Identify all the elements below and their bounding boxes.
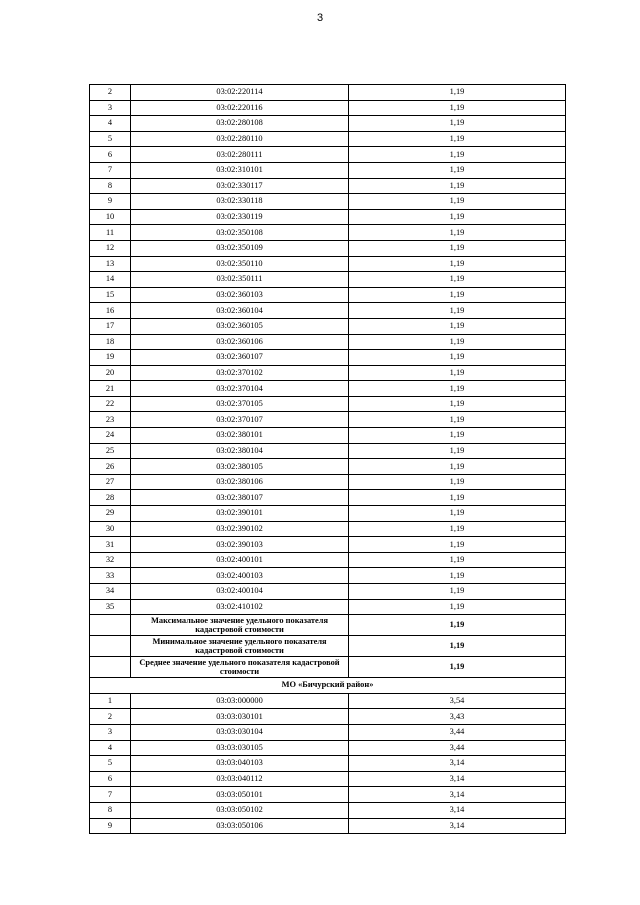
cadastral-code-cell: 03:03:030104 [131, 724, 349, 740]
value-cell: 1,19 [349, 459, 566, 475]
cadastral-code-cell: 03:03:050102 [131, 802, 349, 818]
row-number-cell: 11 [90, 225, 131, 241]
row-number-cell: 16 [90, 303, 131, 319]
table-row [90, 272, 566, 288]
cadastral-code-cell: 03:02:370105 [131, 396, 349, 412]
value-cell: 1,19 [349, 240, 566, 256]
table-row [90, 147, 566, 163]
summary-value-cell: 1,19 [349, 636, 566, 657]
cadastral-code-cell: 03:02:330119 [131, 209, 349, 225]
table-row [90, 709, 566, 725]
page-number: 3 [316, 12, 324, 24]
row-number-cell: 22 [90, 396, 131, 412]
row-number-cell: 14 [90, 272, 131, 288]
row-number-cell: 34 [90, 584, 131, 600]
table-row [90, 131, 566, 147]
summary-row [90, 657, 566, 678]
value-cell: 1,19 [349, 537, 566, 553]
cadastral-code-cell: 03:02:330118 [131, 194, 349, 210]
value-cell: 1,19 [349, 272, 566, 288]
value-cell: 1,19 [349, 147, 566, 163]
value-cell: 1,19 [349, 412, 566, 428]
value-cell: 1,19 [349, 350, 566, 366]
cadastral-code-cell: 03:02:330117 [131, 178, 349, 194]
row-number-cell: 8 [90, 178, 131, 194]
row-number-cell: 24 [90, 428, 131, 444]
value-cell: 1,19 [349, 318, 566, 334]
value-cell: 1,19 [349, 584, 566, 600]
table-row [90, 287, 566, 303]
cadastral-code-cell: 03:02:370104 [131, 381, 349, 397]
value-cell: 1,19 [349, 85, 566, 101]
cadastral-code-cell: 03:02:360103 [131, 287, 349, 303]
cadastral-code-cell: 03:02:380105 [131, 459, 349, 475]
value-cell: 1,19 [349, 552, 566, 568]
cadastral-code-cell: 03:02:350109 [131, 240, 349, 256]
cadastral-code-cell: 03:02:370107 [131, 412, 349, 428]
value-cell: 1,19 [349, 506, 566, 522]
value-cell: 1,19 [349, 131, 566, 147]
row-number-cell: 18 [90, 334, 131, 350]
row-number-cell: 31 [90, 537, 131, 553]
table-row [90, 209, 566, 225]
cadastral-code-cell: 03:03:040112 [131, 771, 349, 787]
value-cell: 3,14 [349, 818, 566, 834]
row-number-cell: 4 [90, 740, 131, 756]
cadastral-code-cell: 03:02:360106 [131, 334, 349, 350]
row-number-cell: 3 [90, 100, 131, 116]
table-row [90, 365, 566, 381]
table-row [90, 568, 566, 584]
value-cell: 1,19 [349, 396, 566, 412]
row-number-cell: 5 [90, 131, 131, 147]
table-row [90, 506, 566, 522]
empty-cell [90, 657, 131, 678]
row-number-cell: 26 [90, 459, 131, 475]
table-row [90, 100, 566, 116]
row-number-cell: 29 [90, 506, 131, 522]
cadastral-code-cell: 03:03:050101 [131, 787, 349, 803]
cadastral-code-cell: 03:02:390103 [131, 537, 349, 553]
cadastral-code-cell: 03:02:360105 [131, 318, 349, 334]
value-cell: 1,19 [349, 568, 566, 584]
value-cell: 1,19 [349, 303, 566, 319]
table-row [90, 194, 566, 210]
row-number-cell: 10 [90, 209, 131, 225]
table-row [90, 225, 566, 241]
row-number-cell: 4 [90, 116, 131, 132]
value-cell: 1,19 [349, 521, 566, 537]
cadastral-code-cell: 03:02:380101 [131, 428, 349, 444]
cadastral-code-cell: 03:02:400104 [131, 584, 349, 600]
cadastral-code-cell: 03:03:000000 [131, 693, 349, 709]
row-number-cell: 25 [90, 443, 131, 459]
value-cell: 1,19 [349, 194, 566, 210]
cadastral-code-cell: 03:02:370102 [131, 365, 349, 381]
row-number-cell: 33 [90, 568, 131, 584]
row-number-cell: 35 [90, 599, 131, 615]
value-cell: 1,19 [349, 209, 566, 225]
summary-label-cell: Максимальное значение удельного показателя кадастровой стоимости [131, 615, 349, 636]
cadastral-code-cell: 03:02:380106 [131, 474, 349, 490]
cadastral-code-cell: 03:02:380107 [131, 490, 349, 506]
value-cell: 1,19 [349, 599, 566, 615]
table-row [90, 412, 566, 428]
value-cell: 3,54 [349, 693, 566, 709]
row-number-cell: 15 [90, 287, 131, 303]
table-row [90, 381, 566, 397]
row-number-cell: 2 [90, 709, 131, 725]
value-cell: 1,19 [349, 178, 566, 194]
cadastral-code-cell: 03:02:390102 [131, 521, 349, 537]
cadastral-code-cell: 03:02:360104 [131, 303, 349, 319]
summary-label-cell: Среднее значение удельного показателя кадастровой стоимости [131, 657, 349, 678]
cadastral-code-cell: 03:02:220114 [131, 85, 349, 101]
value-cell: 3,14 [349, 802, 566, 818]
row-number-cell: 20 [90, 365, 131, 381]
value-cell: 1,19 [349, 490, 566, 506]
table-row [90, 490, 566, 506]
table-row [90, 552, 566, 568]
row-number-cell: 28 [90, 490, 131, 506]
table-row [90, 537, 566, 553]
value-cell: 1,19 [349, 381, 566, 397]
table-row [90, 584, 566, 600]
cadastral-code-cell: 03:02:390101 [131, 506, 349, 522]
row-number-cell: 6 [90, 771, 131, 787]
table-row [90, 599, 566, 615]
summary-value-cell: 1,19 [349, 615, 566, 636]
table-row [90, 318, 566, 334]
value-cell: 3,14 [349, 787, 566, 803]
cadastral-code-cell: 03:02:350108 [131, 225, 349, 241]
row-number-cell: 12 [90, 240, 131, 256]
section-title-cell: МО «Бичурский район» [90, 678, 566, 694]
row-number-cell: 6 [90, 147, 131, 163]
table-row [90, 724, 566, 740]
cadastral-code-cell: 03:02:410102 [131, 599, 349, 615]
section-row [90, 678, 566, 694]
table-row [90, 85, 566, 101]
row-number-cell: 7 [90, 162, 131, 178]
value-cell: 3,43 [349, 709, 566, 725]
value-cell: 1,19 [349, 100, 566, 116]
cadastral-code-cell: 03:02:310101 [131, 162, 349, 178]
row-number-cell: 30 [90, 521, 131, 537]
row-number-cell: 17 [90, 318, 131, 334]
cadastral-code-cell: 03:02:360107 [131, 350, 349, 366]
row-number-cell: 8 [90, 802, 131, 818]
value-cell: 1,19 [349, 443, 566, 459]
value-cell: 1,19 [349, 428, 566, 444]
row-number-cell: 19 [90, 350, 131, 366]
cadastral-code-cell: 03:02:280110 [131, 131, 349, 147]
table-body [90, 85, 566, 834]
value-cell: 1,19 [349, 162, 566, 178]
table-row [90, 693, 566, 709]
cadastral-code-cell: 03:02:400101 [131, 552, 349, 568]
value-cell: 3,44 [349, 724, 566, 740]
table-row [90, 521, 566, 537]
table-row [90, 771, 566, 787]
row-number-cell: 32 [90, 552, 131, 568]
table-row [90, 756, 566, 772]
value-cell: 1,19 [349, 256, 566, 272]
cadastral-code-cell: 03:02:350111 [131, 272, 349, 288]
cadastral-code-cell: 03:02:380104 [131, 443, 349, 459]
value-cell: 1,19 [349, 225, 566, 241]
table-row [90, 350, 566, 366]
empty-cell [90, 615, 131, 636]
empty-cell [90, 636, 131, 657]
value-cell: 3,14 [349, 771, 566, 787]
row-number-cell: 7 [90, 787, 131, 803]
row-number-cell: 23 [90, 412, 131, 428]
table-row [90, 303, 566, 319]
cadastral-code-cell: 03:02:400103 [131, 568, 349, 584]
row-number-cell: 21 [90, 381, 131, 397]
value-cell: 1,19 [349, 365, 566, 381]
row-number-cell: 27 [90, 474, 131, 490]
cadastral-code-cell: 03:03:030105 [131, 740, 349, 756]
cadastral-code-cell: 03:02:280108 [131, 116, 349, 132]
row-number-cell: 3 [90, 724, 131, 740]
cadastral-code-cell: 03:03:050106 [131, 818, 349, 834]
table-row [90, 162, 566, 178]
summary-value-cell: 1,19 [349, 657, 566, 678]
table-row [90, 256, 566, 272]
table-row [90, 240, 566, 256]
cadastral-code-cell: 03:03:040103 [131, 756, 349, 772]
value-cell: 1,19 [349, 116, 566, 132]
cadastral-code-cell: 03:03:030101 [131, 709, 349, 725]
table-row [90, 474, 566, 490]
table-row [90, 787, 566, 803]
row-number-cell: 9 [90, 194, 131, 210]
table-row [90, 116, 566, 132]
table-row [90, 178, 566, 194]
table-row [90, 396, 566, 412]
value-cell: 1,19 [349, 287, 566, 303]
cadastral-code-cell: 03:02:220116 [131, 100, 349, 116]
table-row [90, 428, 566, 444]
table-row [90, 443, 566, 459]
row-number-cell: 5 [90, 756, 131, 772]
cadastral-value-table [89, 84, 566, 834]
table-row [90, 740, 566, 756]
cadastral-code-cell: 03:02:280111 [131, 147, 349, 163]
value-cell: 3,14 [349, 756, 566, 772]
row-number-cell: 2 [90, 85, 131, 101]
value-cell: 3,44 [349, 740, 566, 756]
table-row [90, 459, 566, 475]
table-row [90, 802, 566, 818]
cadastral-code-cell: 03:02:350110 [131, 256, 349, 272]
row-number-cell: 13 [90, 256, 131, 272]
table-row [90, 818, 566, 834]
row-number-cell: 9 [90, 818, 131, 834]
summary-label-cell: Минимальное значение удельного показателя кадастровой стоимости [131, 636, 349, 657]
summary-row [90, 615, 566, 636]
summary-row [90, 636, 566, 657]
table-row [90, 334, 566, 350]
row-number-cell: 1 [90, 693, 131, 709]
value-cell: 1,19 [349, 474, 566, 490]
value-cell: 1,19 [349, 334, 566, 350]
